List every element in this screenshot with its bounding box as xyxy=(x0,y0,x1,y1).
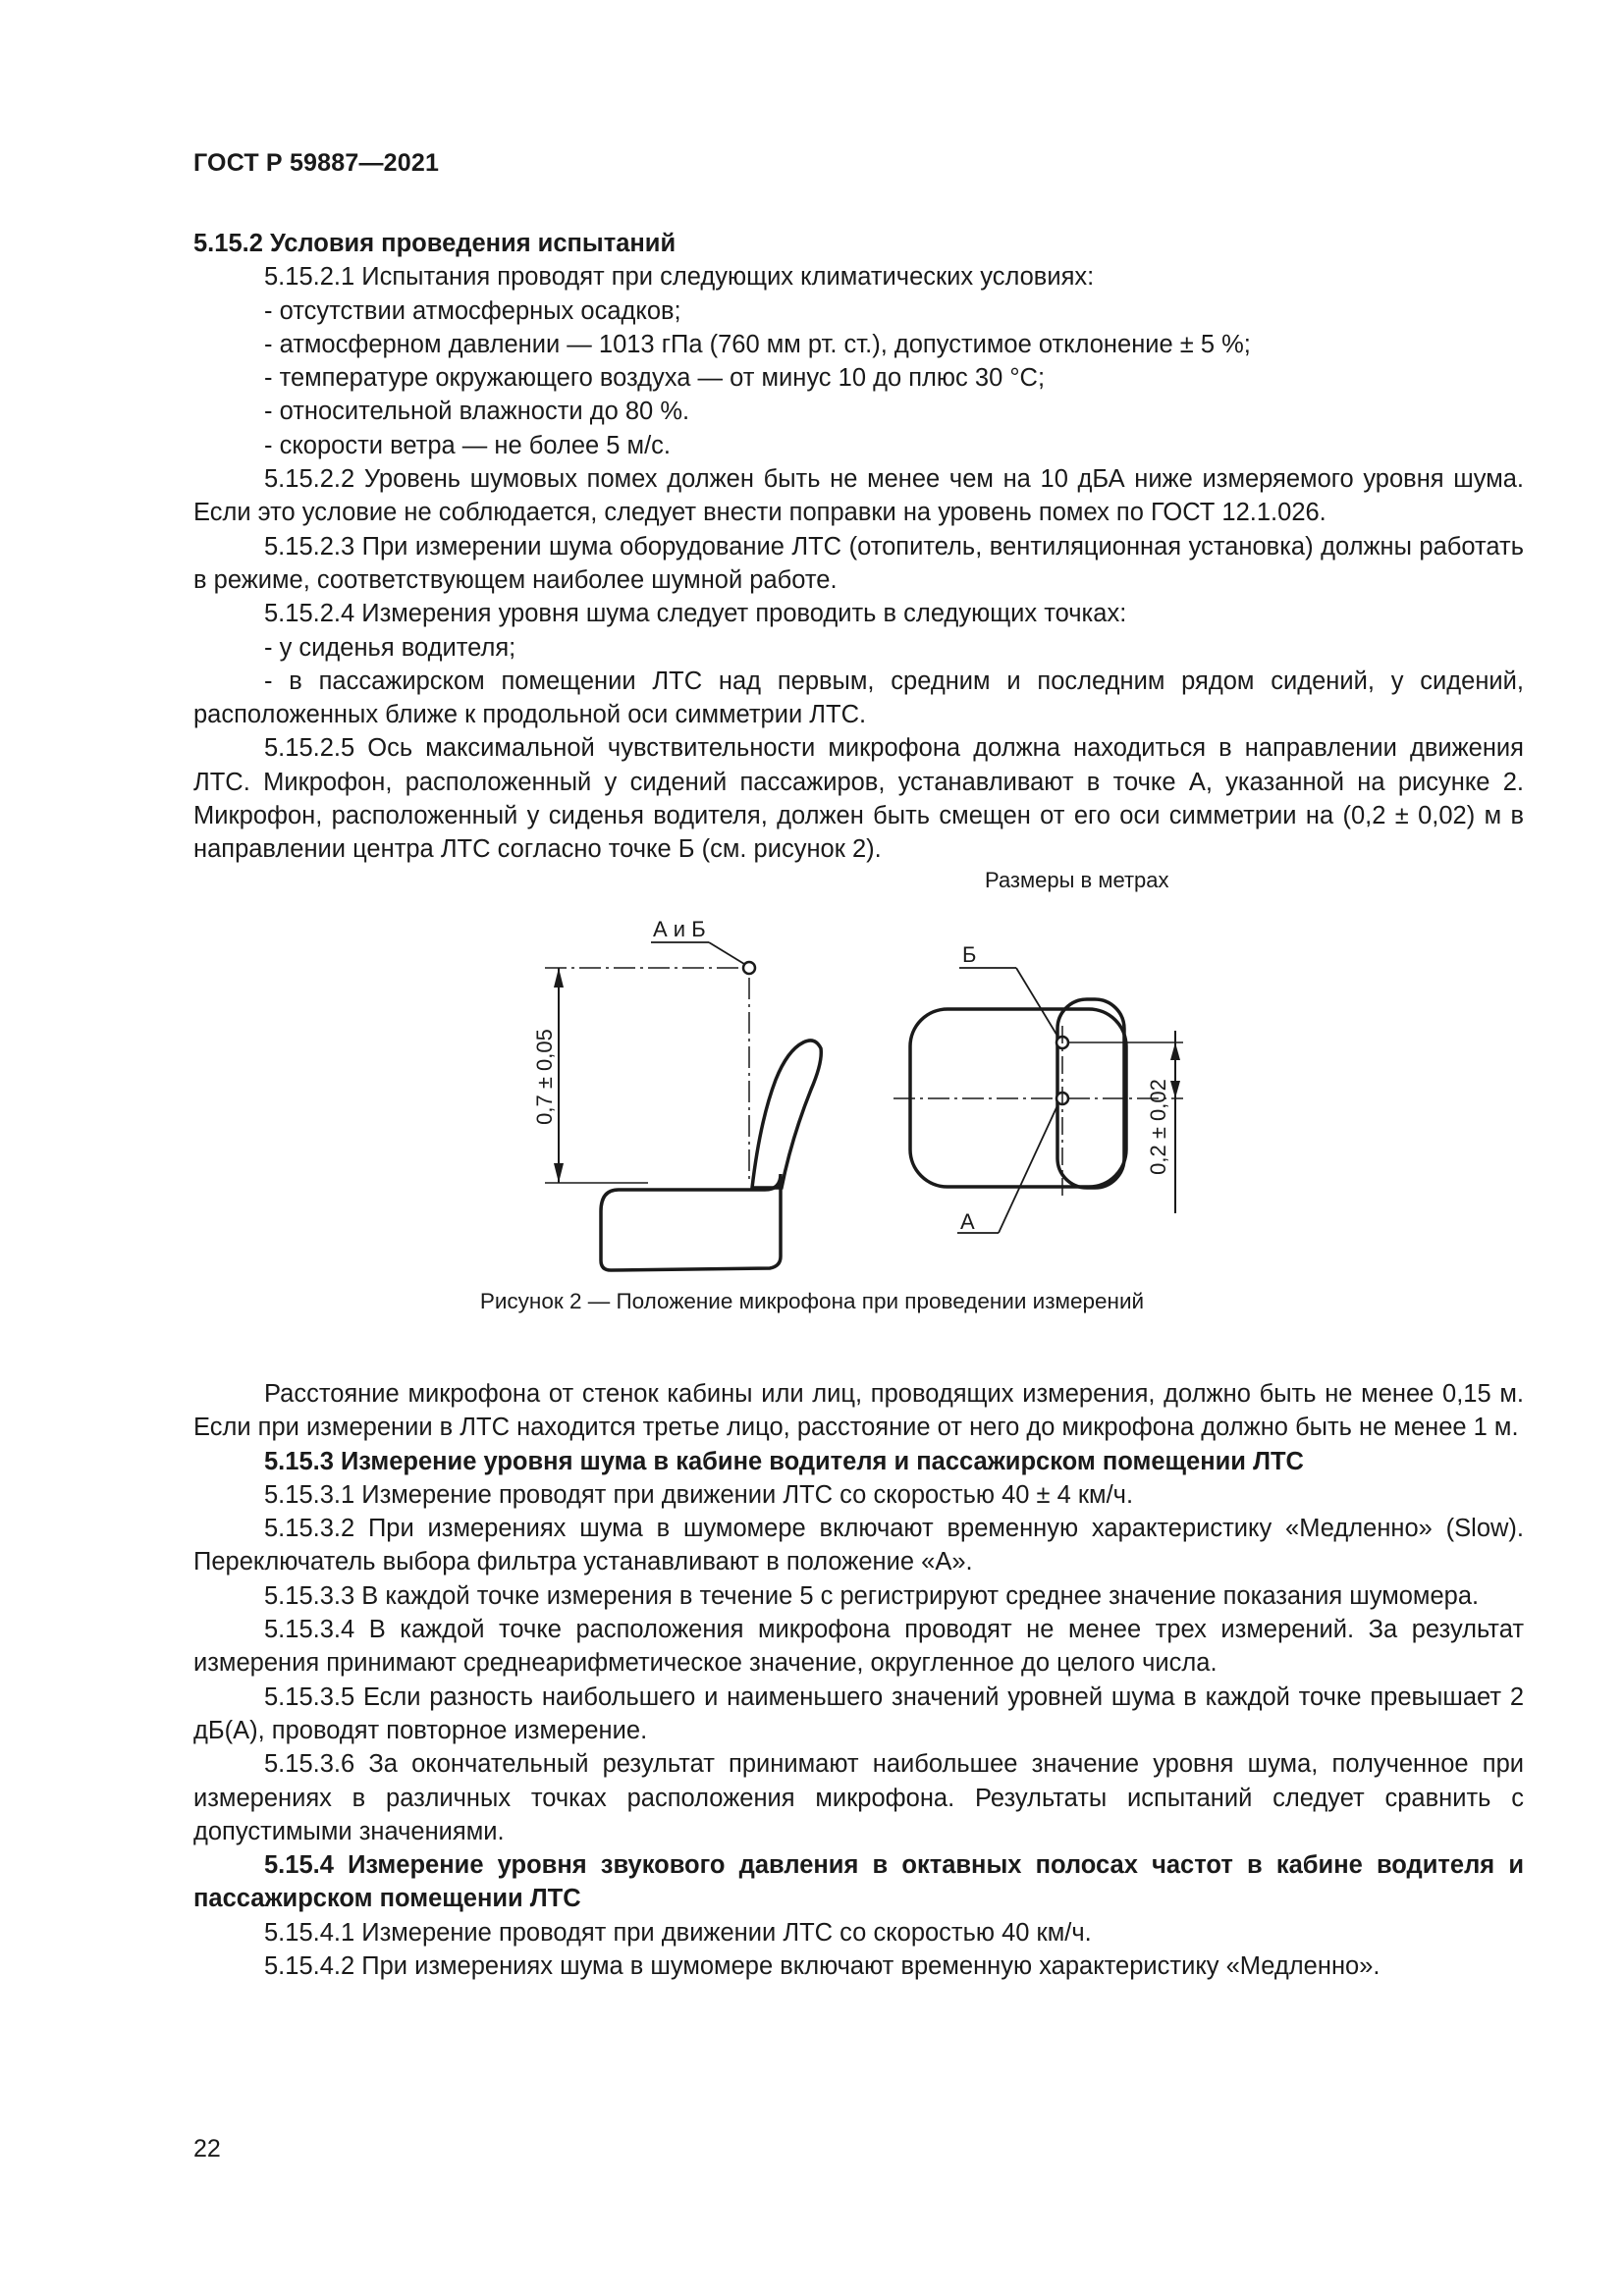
paragraph: - атмосферном давлении — 1013 гПа (760 мм рт. ст.), допустимое отклонение ± 5 %; xyxy=(264,330,1251,358)
paragraph: 5.15.3.2 При измерениях шума в шумомере включают временную характеристику «Медленно» (Slow). Переключатель выбора фильтра устанавливают в положение «А». xyxy=(193,1515,1524,1576)
offset-arrow-top xyxy=(1170,1042,1180,1060)
arrow-up xyxy=(554,968,564,988)
page-number: 22 xyxy=(193,2135,221,2163)
paragraph: 5.15.4 Измерение уровня звукового давления в октавных полосах частот в кабине водителя и пассажирском помещении ЛТС xyxy=(193,1851,1524,1913)
label-a-and-b: А и Б xyxy=(653,917,706,941)
paragraph: 5.15.2.1 Испытания проводят при следующих климатических условиях: xyxy=(264,263,1095,292)
paragraph: - скорости ветра — не более 5 м/с. xyxy=(264,431,672,459)
seat-backrest xyxy=(752,1041,821,1188)
leader-ab-diag xyxy=(709,942,744,964)
paragraph: - температуре окружающего воздуха — от минус 10 до плюс 30 °С; xyxy=(264,364,1046,393)
paragraph: 5.15.3.3 В каждой точке измерения в течение 5 с регистрируют среднее значение показания шумомера. xyxy=(264,1581,1480,1610)
dimensions-note: Размеры в метрах xyxy=(985,868,1169,892)
section-5-15-3-and-5-15-4 xyxy=(193,1377,1524,1983)
offset-arrow-bottom xyxy=(1170,1081,1180,1098)
arrow-down xyxy=(554,1163,564,1183)
paragraph: 5.15.2.5 Ось максимальной чувствительности микрофона должна находиться в направлении движения ЛТС. Микрофон, расположенный у сидений пассажиров, устанавливают в точке А, указанной на рисунке 2. Микрофон, расположенный у сиденья водителя, должен быть смещен от его оси симметрии на (0,2 ± 0,02) м в направлении центра ЛТС согласно точке Б (см. рисунок 2). xyxy=(193,734,1524,864)
paragraph: - у сиденья водителя; xyxy=(264,633,516,662)
offset-dimension-label: 0,2 ± 0,02 xyxy=(1146,1079,1170,1175)
paragraph: 5.15.2.2 Уровень шумовых помех должен быть не менее чем на 10 дБА ниже измеряемого уровня шума. Если это условие не соблюдается, следует внести поправки на уровень помех по ГОСТ 12.1.026. xyxy=(193,465,1524,527)
paragraph: 5.15.3.1 Измерение проводят при движении ЛТС со скоростью 40 ± 4 км/ч. xyxy=(264,1480,1134,1509)
paragraph: 5.15.2 Условия проведения испытаний xyxy=(193,230,677,257)
document-header: ГОСТ Р 59887—2021 xyxy=(193,149,440,177)
paragraph: 5.15.3.6 За окончательный результат принимают наибольшее значение уровня шума, полученное при измерениях в различных точках расположения микрофона. Результаты испытаний следует сравнить с допустимыми значениями. xyxy=(193,1750,1524,1845)
label-b: Б xyxy=(962,942,977,967)
paragraph: 5.15.2.3 При измерении шума оборудование ЛТС (отопитель, вентиляционная установка) должны работать в режиме, соответствующем наиболее шумной работе. xyxy=(193,532,1524,594)
paragraph: - в пассажирском помещении ЛТС над первым, средним и последним рядом сидений, у сидений, расположенных ближе к продольной оси симметрии ЛТС. xyxy=(193,667,1524,729)
paragraph: 5.15.2.4 Измерения уровня шума следует проводить в следующих точках: xyxy=(264,600,1127,628)
seat-side-view xyxy=(545,942,821,1270)
paragraph: 5.15.4.1 Измерение проводят при движении ЛТС со скоростью 40 км/ч. xyxy=(264,1918,1092,1947)
seat-top-view xyxy=(893,968,1183,1233)
leader-a-diag xyxy=(999,1103,1058,1233)
paragraph: 5.15.3.5 Если разность наибольшего и наименьшего значений уровней шума в каждой точке превышает 2 дБ(А), проводят повторное измерение. xyxy=(193,1682,1524,1744)
paragraph: - отсутствии атмосферных осадков; xyxy=(264,296,681,325)
paragraph: 5.15.3.4 В каждой точке расположения микрофона проводят не менее трех измерений. За результат измерения принимают среднеарифметическое значение, округленное до целого числа. xyxy=(193,1616,1524,1678)
paragraph: Расстояние микрофона от стенок кабины или лиц, проводящих измерения, должно быть не менее 0,15 м. Если при измерении в ЛТС находится третье лицо, расстояние от него до микрофона должно быть не менее 1 м. xyxy=(193,1380,1524,1442)
paragraph: 5.15.3 Измерение уровня шума в кабине водителя и пассажирском помещении ЛТС xyxy=(264,1447,1304,1475)
paragraph: - относительной влажности до 80 %. xyxy=(264,398,690,426)
paragraph: 5.15.4.2 При измерениях шума в шумомере включают временную характеристику «Медленно». xyxy=(264,1952,1380,1981)
microphone-point-ab xyxy=(743,962,755,974)
height-dimension-label: 0,7 ± 0,05 xyxy=(532,1029,557,1125)
figure-caption: Рисунок 2 — Положение микрофона при проведении измерений xyxy=(479,1289,1145,1313)
leader-b-diag xyxy=(1016,968,1058,1038)
label-a: А xyxy=(960,1209,975,1234)
